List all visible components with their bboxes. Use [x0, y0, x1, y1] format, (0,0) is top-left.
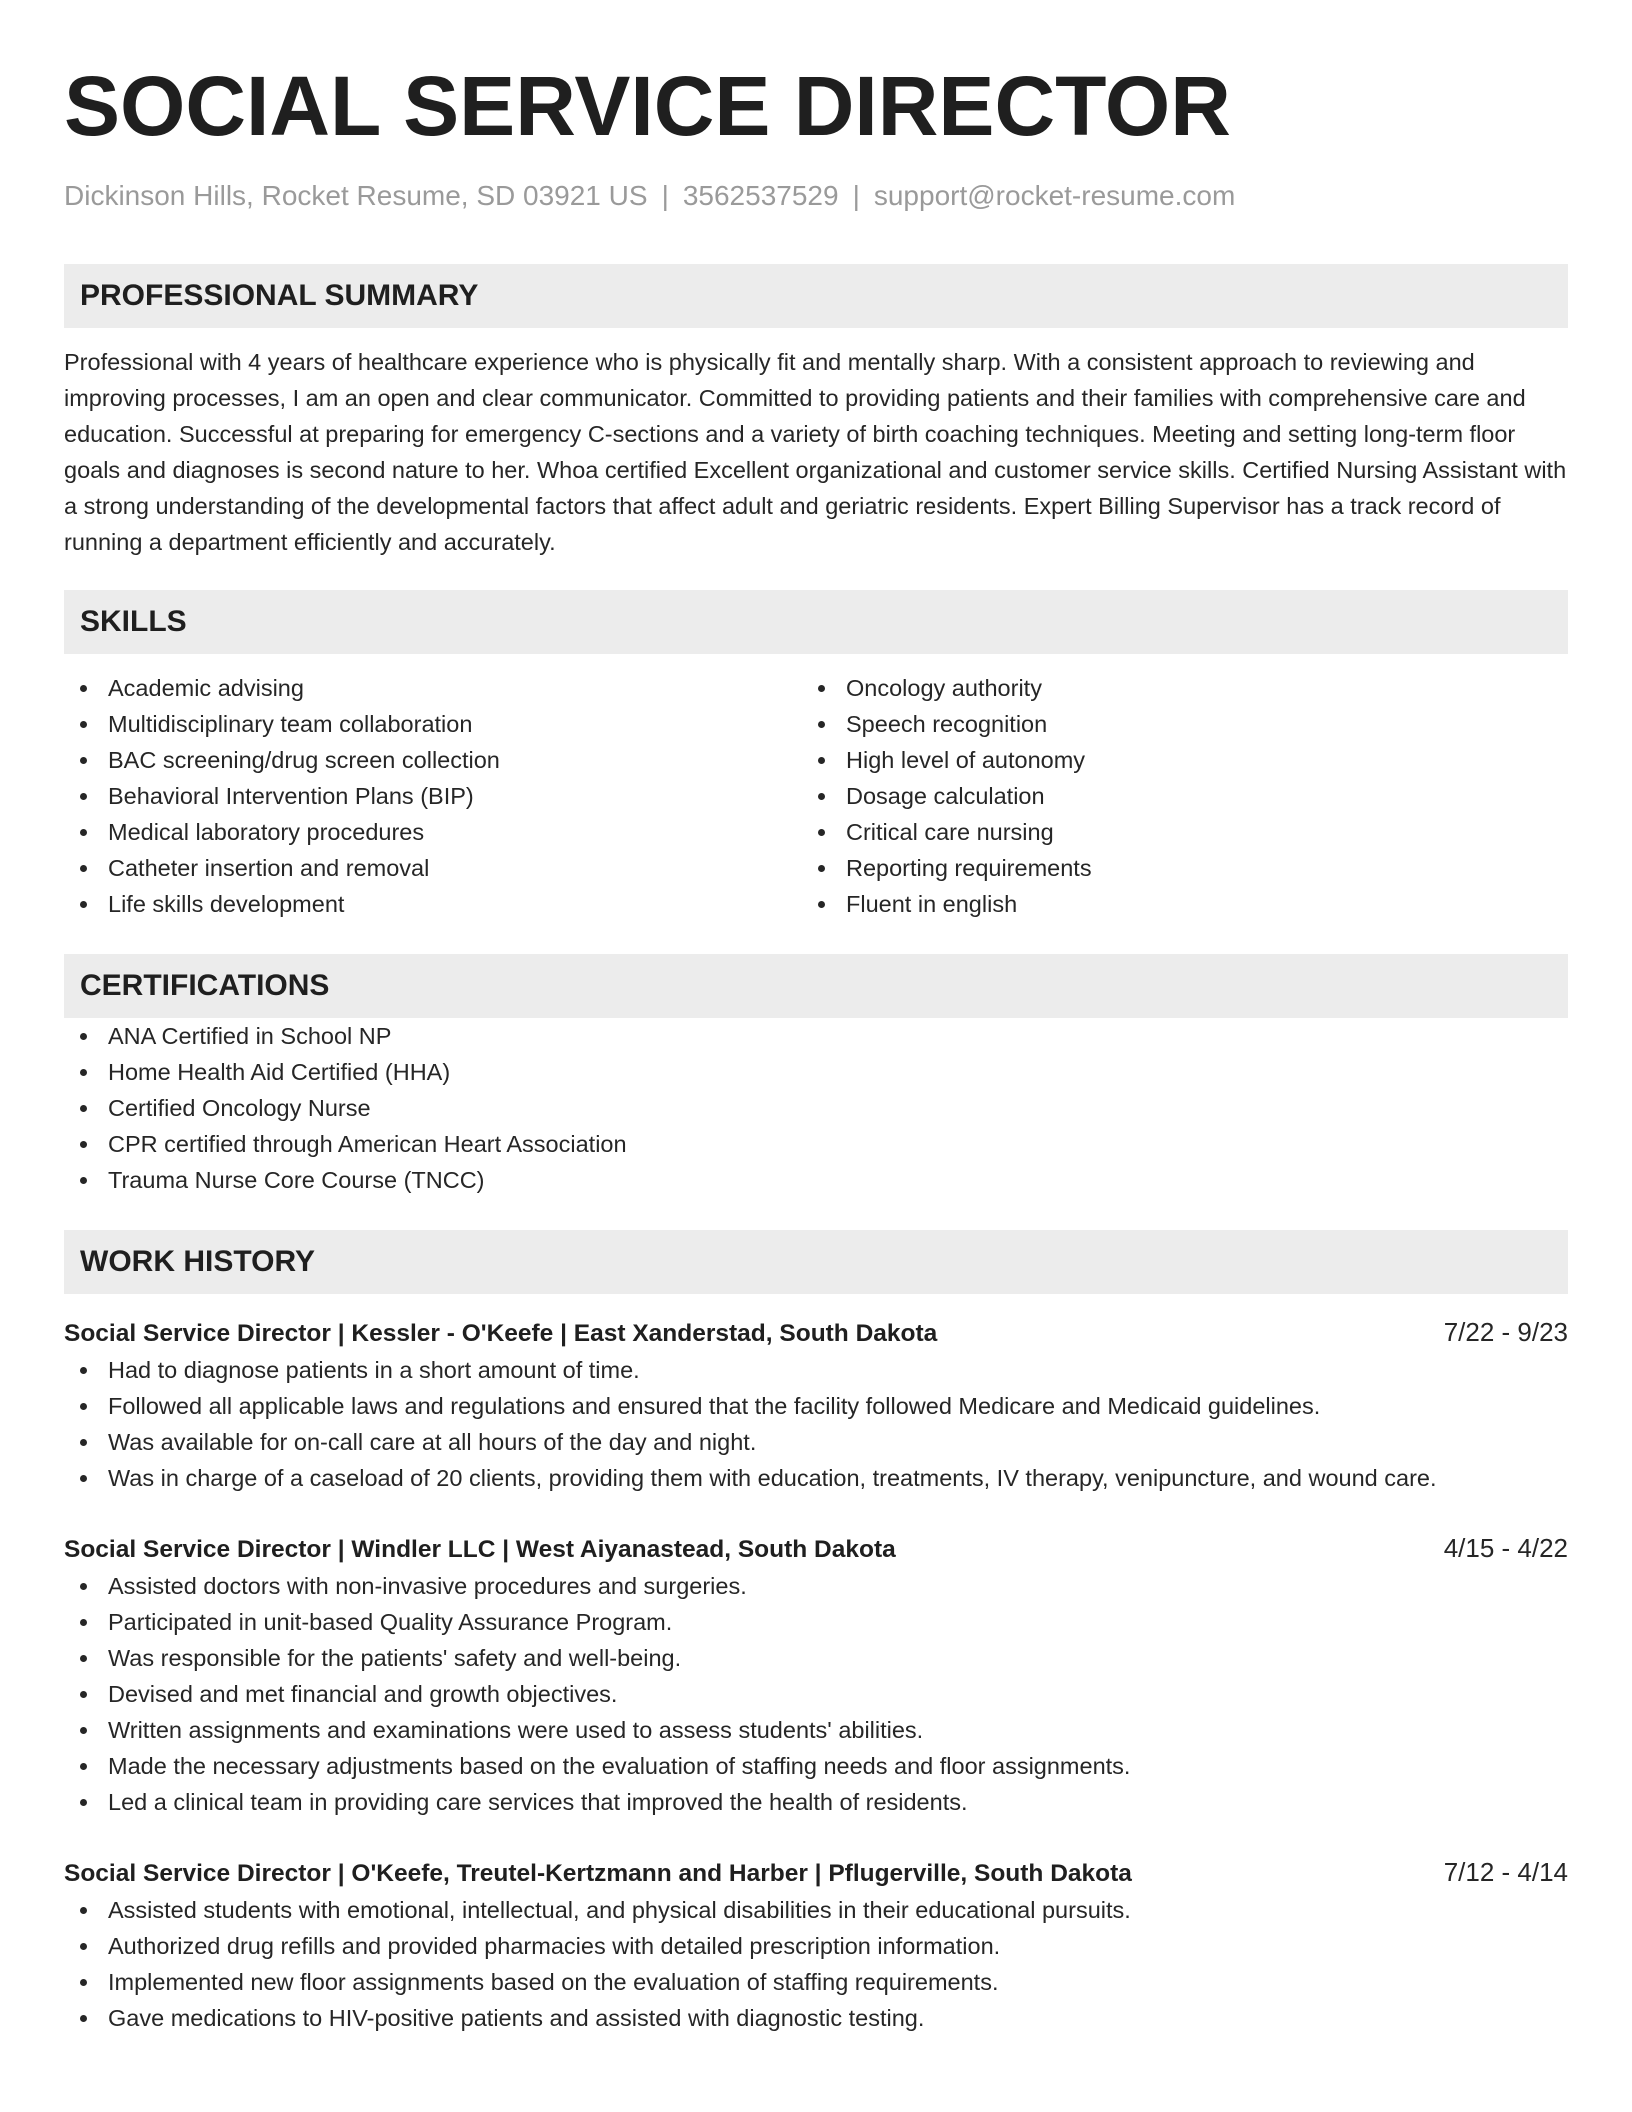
certification-item: ANA Certified in School NP	[64, 1018, 1568, 1054]
skill-item: Life skills development	[64, 886, 802, 922]
job-bullet-list	[64, 1568, 1568, 1820]
job-header	[64, 1854, 1568, 1892]
contact-address: Dickinson Hills, Rocket Resume, SD 03921 US	[64, 180, 648, 211]
job-bullet: Assisted doctors with non-invasive procedures and surgeries.	[64, 1568, 1568, 1604]
job-bullet: Was responsible for the patients' safety and well-being.	[64, 1640, 1568, 1676]
job-entry	[64, 1854, 1568, 2036]
job-bullet: Was available for on-call care at all hours of the day and night.	[64, 1424, 1568, 1460]
job-bullet: Written assignments and examinations were used to assess students' abilities.	[64, 1712, 1568, 1748]
contact-separator: |	[852, 180, 860, 211]
job-header	[64, 1314, 1568, 1352]
job-title: Social Service Director | Windler LLC | West Aiyanastead, South Dakota	[64, 1536, 896, 1563]
skill-item: Critical care nursing	[802, 814, 1540, 850]
skill-item: Academic advising	[64, 670, 802, 706]
job-bullet: Devised and met financial and growth objectives.	[64, 1676, 1568, 1712]
certifications-heading: CERTIFICATIONS	[64, 954, 1568, 1018]
skills-list-left	[64, 670, 802, 922]
contact-phone: 3562537529	[682, 180, 839, 211]
contact-separator: |	[661, 180, 669, 211]
job-bullet: Led a clinical team in providing care services that improved the health of residents.	[64, 1784, 1568, 1820]
skill-item: Behavioral Intervention Plans (BIP)	[64, 778, 802, 814]
skills-list-right	[802, 670, 1540, 922]
skills-heading: SKILLS	[64, 590, 1568, 654]
job-entry	[64, 1314, 1568, 1496]
skill-item: High level of autonomy	[802, 742, 1540, 778]
contact-email: support@rocket-resume.com	[873, 180, 1236, 211]
skills-grid	[64, 670, 1568, 922]
summary-text: Professional with 4 years of healthcare experience who is physically fit and mentally sharp. With a consistent approach to reviewing and improving processes, I am an open and clear communicator. Committed to providing patients and their families with comprehensive care and education. Successful at preparing for emergency C-sections and a variety of birth coaching techniques. Meeting and setting long-term floor goals and diagnoses is second nature to her. Whoa certified Excellent organizational and customer service skills. Certified Nursing Assistant with a strong understanding of the developmental factors that affect adult and geriatric residents. Expert Billing Supervisor has a track record of running a department efficiently and accurately.	[64, 349, 1567, 555]
certification-item: Home Health Aid Certified (HHA)	[64, 1054, 1568, 1090]
certifications-list	[64, 1018, 1568, 1198]
job-bullet-list	[64, 1352, 1568, 1496]
summary-heading: PROFESSIONAL SUMMARY	[64, 264, 1568, 328]
certification-item: Certified Oncology Nurse	[64, 1090, 1568, 1126]
certification-item: CPR certified through American Heart Association	[64, 1126, 1568, 1162]
skill-item: Fluent in english	[802, 886, 1540, 922]
work-history-heading: WORK HISTORY	[64, 1230, 1568, 1294]
certification-item: Trauma Nurse Core Course (TNCC)	[64, 1162, 1568, 1198]
job-title: Social Service Director | O'Keefe, Treutel-Kertzmann and Harber | Pflugerville, South Dakota	[64, 1860, 1132, 1887]
job-bullet: Authorized drug refills and provided pharmacies with detailed prescription information.	[64, 1928, 1568, 1964]
skill-item: Reporting requirements	[802, 850, 1540, 886]
job-dates: 7/12 - 4/14	[1443, 1857, 1568, 1887]
contact-line	[64, 176, 1568, 216]
skill-item: Dosage calculation	[802, 778, 1540, 814]
job-title: Social Service Director | Kessler - O'Keefe | East Xanderstad, South Dakota	[64, 1320, 938, 1347]
job-bullet-list	[64, 1892, 1568, 2036]
job-bullet: Made the necessary adjustments based on the evaluation of staffing needs and floor assignments.	[64, 1748, 1568, 1784]
job-bullet: Assisted students with emotional, intellectual, and physical disabilities in their educational pursuits.	[64, 1892, 1568, 1928]
skill-item: Oncology authority	[802, 670, 1540, 706]
skill-item: BAC screening/drug screen collection	[64, 742, 802, 778]
job-bullet: Was in charge of a caseload of 20 clients, providing them with education, treatments, IV therapy, venipuncture, and wound care.	[64, 1460, 1568, 1496]
resume-name: SOCIAL SERVICE DIRECTOR	[64, 59, 1231, 153]
job-bullet: Gave medications to HIV-positive patients and assisted with diagnostic testing.	[64, 2000, 1568, 2036]
job-dates: 7/22 - 9/23	[1443, 1317, 1568, 1347]
skill-item: Medical laboratory procedures	[64, 814, 802, 850]
job-bullet: Had to diagnose patients in a short amount of time.	[64, 1352, 1568, 1388]
job-dates: 4/15 - 4/22	[1443, 1533, 1568, 1563]
job-bullet: Followed all applicable laws and regulations and ensured that the facility followed Medicare and Medicaid guidelines.	[64, 1388, 1568, 1424]
job-bullet: Implemented new floor assignments based on the evaluation of staffing requirements.	[64, 1964, 1568, 2000]
skill-item: Multidisciplinary team collaboration	[64, 706, 802, 742]
skill-item: Speech recognition	[802, 706, 1540, 742]
skills-column-right	[802, 670, 1540, 922]
skills-column-left	[64, 670, 802, 922]
job-entry	[64, 1530, 1568, 1820]
job-header	[64, 1530, 1568, 1568]
skill-item: Catheter insertion and removal	[64, 850, 802, 886]
job-bullet: Participated in unit-based Quality Assurance Program.	[64, 1604, 1568, 1640]
